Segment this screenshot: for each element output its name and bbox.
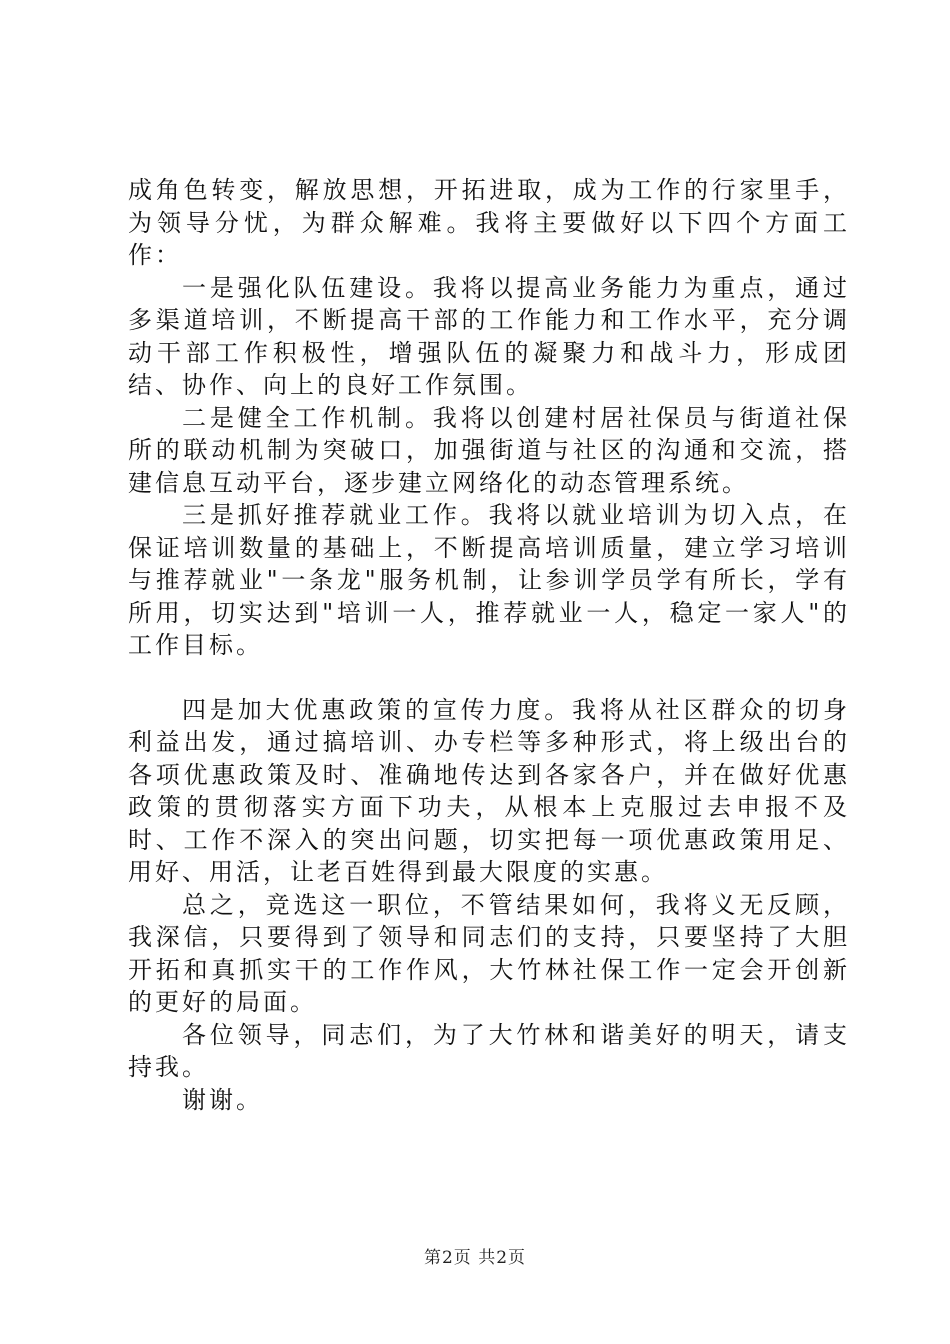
paragraph-conclusion: 总之，竞选这一职位，不管结果如何，我将义无反顾，我深信，只要得到了领导和同志们的支持，只要坚持了大胆开拓和真抓实干的工作作风，大竹林社保工作一定会开创新的更好的局面。 xyxy=(128,890,850,1016)
document-body xyxy=(128,174,850,1116)
paragraph-team-building: 一是强化队伍建设。我将以提高业务能力为重点，通过多渠道培训，不断提高干部的工作能力和工作水平，充分调动干部工作积极性，增强队伍的凝聚力和战斗力，形成团结、协作、向上的良好工作氛围。 xyxy=(128,273,850,399)
paragraph-employment: 三是抓好推荐就业工作。我将以就业培训为切入点，在保证培训数量的基础上，不断提高培训质量，建立学习培训与推荐就业"一条龙"服务机制，让参训学员学有所长，学有所用，切实达到"培训一人，推荐就业一人，稳定一家人"的工作目标。 xyxy=(128,501,850,659)
paragraph-continuation: 成角色转变，解放思想，开拓进取，成为工作的行家里手，为领导分忧，为群众解难。我将主要做好以下四个方面工作： xyxy=(128,176,850,269)
paragraph-policy-promotion: 四是加大优惠政策的宣传力度。我将从社区群众的切身利益出发，通过搞培训、办专栏等多种形式，将上级出台的各项优惠政策及时、准确地传达到各家各户，并在做好优惠政策的贯彻落实方面下功夫，从根本上克服过去申报不及时、工作不深入的突出问题，切实把每一项优惠政策用足、用好、用活，让老百姓得到最大限度的实惠。 xyxy=(128,695,850,886)
paragraph-appeal: 各位领导，同志们，为了大竹林和谐美好的明天，请支持我。 xyxy=(128,1020,850,1081)
page-number-footer: 第2页 共2页 xyxy=(423,1248,527,1268)
paragraph-thanks: 谢谢。 xyxy=(182,1085,263,1114)
paragraph-work-mechanism: 二是健全工作机制。我将以创建村居社保员与街道社保所的联动机制为突破口，加强街道与社区的沟通和交流，搭建信息互动平台，逐步建立网络化的动态管理系统。 xyxy=(128,403,850,497)
